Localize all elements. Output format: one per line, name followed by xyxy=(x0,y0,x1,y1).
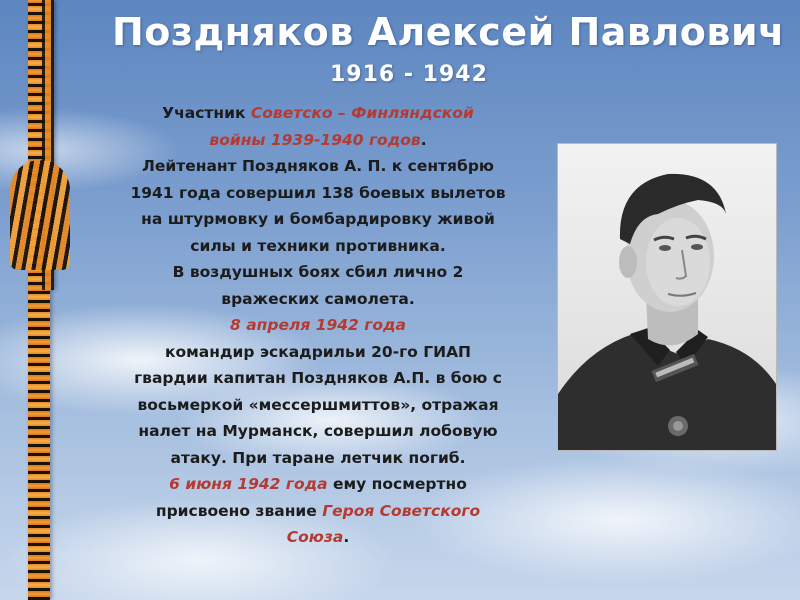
bio-text: присвоено звание xyxy=(155,501,323,520)
bio-line: Лейтенант Поздняков А. П. к сентябрю xyxy=(142,157,494,175)
bio-line: гвардии капитан Поздняков А.П. в бою с xyxy=(134,369,502,387)
bio-line xyxy=(82,498,554,525)
biography-text xyxy=(82,100,554,551)
war-years: войны 1939-1940 годов xyxy=(209,130,421,149)
page-title: Поздняков Алексей Павлович xyxy=(112,10,785,54)
bio-line: вражеских самолета. xyxy=(221,289,415,308)
bio-line: налет на Мурманск, совершил лобовую xyxy=(138,422,498,440)
portrait-icon xyxy=(558,144,776,450)
bio-line: атаку. При таране летчик погиб. xyxy=(170,448,466,467)
bio-line xyxy=(82,100,554,127)
war-name: Советско – Финляндской xyxy=(250,104,474,122)
ribbon-loop-icon xyxy=(10,160,70,270)
hero-title: Союза xyxy=(286,528,344,546)
bio-line: силы и техники противника. xyxy=(190,236,446,255)
bio-line: восьмеркой «мессершмиттов», отражая xyxy=(137,395,499,414)
bio-line: 1941 года совершил 138 боевых вылетов xyxy=(130,183,506,202)
bio-text: . xyxy=(420,130,427,149)
bio-line: В воздушных боях сбил лично 2 xyxy=(172,263,464,281)
bio-line xyxy=(82,471,554,498)
date-highlight: 8 апреля 1942 года xyxy=(230,316,406,334)
date-highlight: 6 июня 1942 года xyxy=(169,475,328,493)
portrait-photo xyxy=(557,143,777,451)
bio-text: Участник xyxy=(162,104,251,122)
bio-text: . xyxy=(343,528,350,546)
life-years: 1916 - 1942 xyxy=(330,62,488,87)
bio-line: командир эскадрильи 20-го ГИАП xyxy=(164,342,472,361)
hero-title: Героя Советского xyxy=(322,501,481,520)
bio-line: на штурмовку и бомбардировку живой xyxy=(141,210,495,228)
bio-line xyxy=(82,127,554,154)
bio-line xyxy=(82,524,554,551)
bio-text: ему посмертно xyxy=(327,475,467,493)
